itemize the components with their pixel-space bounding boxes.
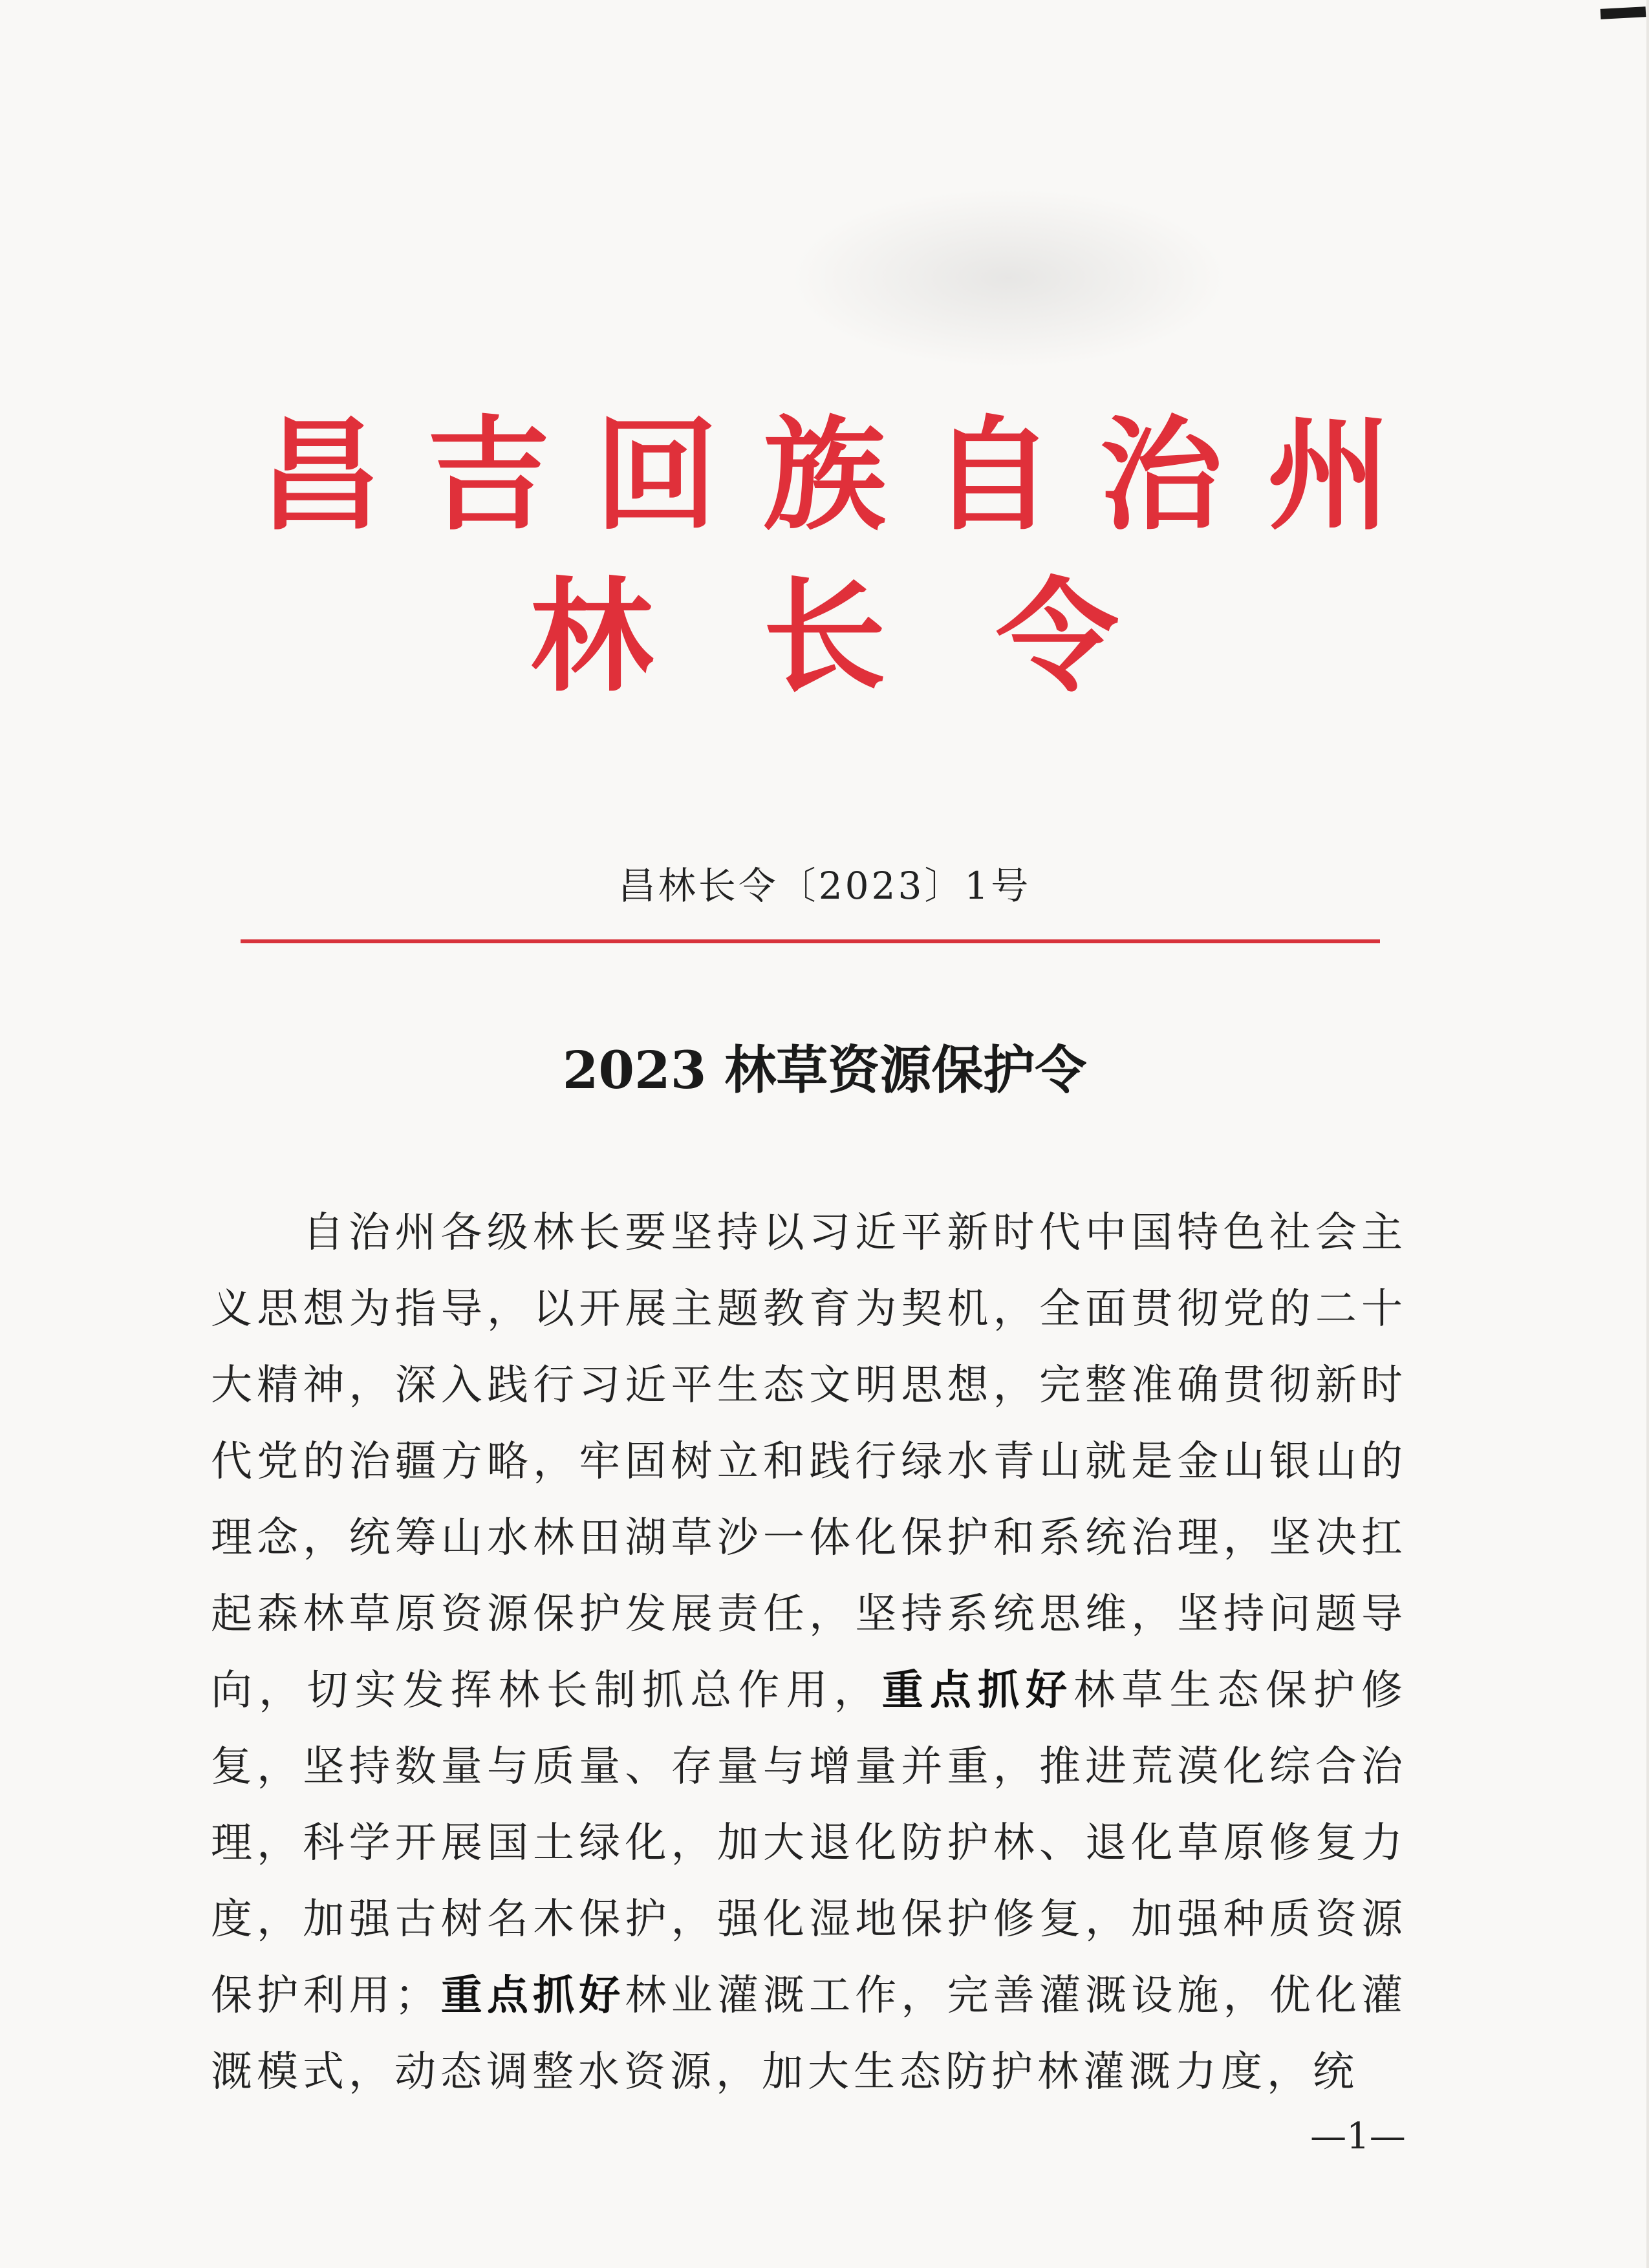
body-segment-1: 自治州各级林长要坚持以习近平新时代中国特色社会主义思想为指导，以开展主题教育为契机，全面贯彻党的二十大精神，深入践行习近平生态文明思想，完整准确贯彻新时代党的治疆方略，牢固树立和践行绿水青山就是金山银山的理念，统筹山水林田湖草沙一体化保护和系统治理，坚决扛起森林草原资源保护发展责任，坚持系统思维，坚持问题导向，切实发挥林长制抓总作用， bbox=[211, 1209, 1407, 1715]
emphasis-key-task-1: 重点抓好 bbox=[881, 1666, 1074, 1715]
page-number: —1— bbox=[1310, 2115, 1406, 2157]
red-separator-line bbox=[241, 939, 1380, 943]
body-paragraph bbox=[211, 1195, 1407, 2110]
document-title: 2023 林草资源保护令 bbox=[562, 1040, 1087, 1100]
emphasis-key-task-2: 重点抓好 bbox=[440, 1971, 625, 2020]
body-segment-2: 林草生态保护修复，坚持数量与质量、存量与增量并重，推进荒漠化综合治理，科学开展国土绿化，加大退化防护林、退化草原修复力度，加强古树名木保护，强化湿地保护修复，加强种质资源保护利用； bbox=[211, 1667, 1407, 2020]
scan-corner-mark bbox=[1600, 6, 1646, 19]
page-edge bbox=[1646, 0, 1649, 2268]
body-segment-3: 林业灌溉工作，完善灌溉设施，优化灌溉模式，动态调整水资源，加大生态防护林灌溉力度，统 bbox=[211, 1972, 1408, 2096]
body-text bbox=[211, 1195, 1407, 2110]
document-type-heading: 林长令 bbox=[530, 564, 1229, 709]
document-number: 昌林长令〔2023〕1号 bbox=[618, 864, 1031, 908]
issuer-name: 昌吉回族自治州 bbox=[258, 403, 1436, 547]
scan-stain bbox=[789, 187, 1229, 369]
